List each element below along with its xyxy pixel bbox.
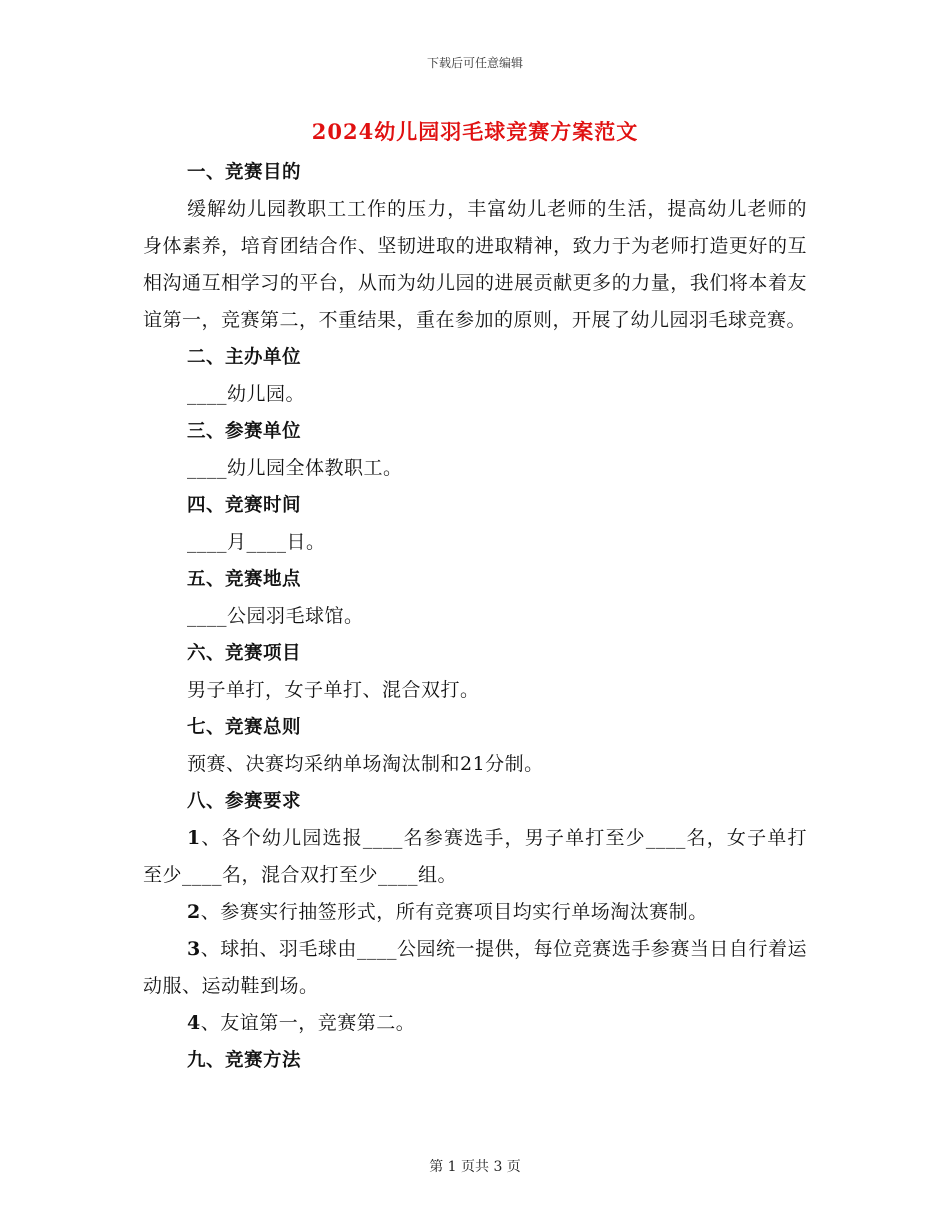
section-paragraph: ____月____日。: [187, 531, 326, 553]
item-number: 3: [187, 938, 201, 960]
item-text: 、友谊第一，竞赛第二。: [200, 1012, 416, 1034]
item-number: 1: [187, 827, 201, 849]
list-item: [143, 894, 807, 931]
section-paragraph: ____公园羽毛球馆。: [187, 605, 364, 627]
item-text: 、参赛实行抽签形式，所有竞赛项目均实行单场淘汰赛制。: [200, 901, 708, 923]
section-heading: 七、竞赛总则: [187, 717, 302, 738]
item-number: 2: [187, 901, 201, 923]
section-paragraph: 预赛、决赛均采纳单场淘汰制和21分制。: [187, 753, 544, 775]
section-heading: 一、竞赛目的: [187, 162, 302, 183]
section-heading: 五、竞赛地点: [187, 569, 302, 590]
list-item: [143, 1005, 807, 1042]
section-paragraph: 缓解幼儿园教职工工作的压力，丰富幼儿老师的生活，提高幼儿老师的身体素养，培育团结合作、坚韧进取的进取精神，致力于为老师打造更好的互相沟通互相学习的平台，从而为幼儿园的进展贡献更多的力量，我们将本着友谊第一，竞赛第二，不重结果，重在参加的原则，开展了幼儿园羽毛球竞赛。: [143, 198, 807, 331]
section-paragraph: ____幼儿园全体教职工。: [187, 457, 403, 479]
header-note: 下载后可任意编辑: [426, 56, 523, 70]
list-item: [143, 931, 807, 1005]
section-heading: 九、竞赛方法: [187, 1050, 302, 1071]
section-heading: 二、主办单位: [187, 347, 302, 368]
item-text: 、球拍、羽毛球由____公园统一提供，每位竞赛选手参赛当日自行着运动服、运动鞋到场。: [143, 938, 807, 997]
section-heading: 四、竞赛时间: [187, 495, 302, 516]
document-body: [143, 154, 807, 1079]
item-number: 4: [187, 1012, 201, 1034]
item-text: 、各个幼儿园选报____名参赛选手，男子单打至少____名，女子单打至少____名，混合双打至少____组。: [143, 827, 807, 886]
section-heading: 六、竞赛项目: [187, 643, 302, 664]
list-item: [143, 820, 807, 894]
page-footer: 第 1 页共 3 页: [429, 1159, 521, 1175]
document-title: 2024幼儿园羽毛球竞赛方案范文: [311, 119, 639, 144]
section-paragraph: ____幼儿园。: [187, 383, 306, 405]
section-heading: 八、参赛要求: [187, 791, 302, 812]
section-paragraph: 男子单打，女子单打、混合双打。: [187, 679, 480, 701]
section-heading: 三、参赛单位: [187, 421, 302, 442]
